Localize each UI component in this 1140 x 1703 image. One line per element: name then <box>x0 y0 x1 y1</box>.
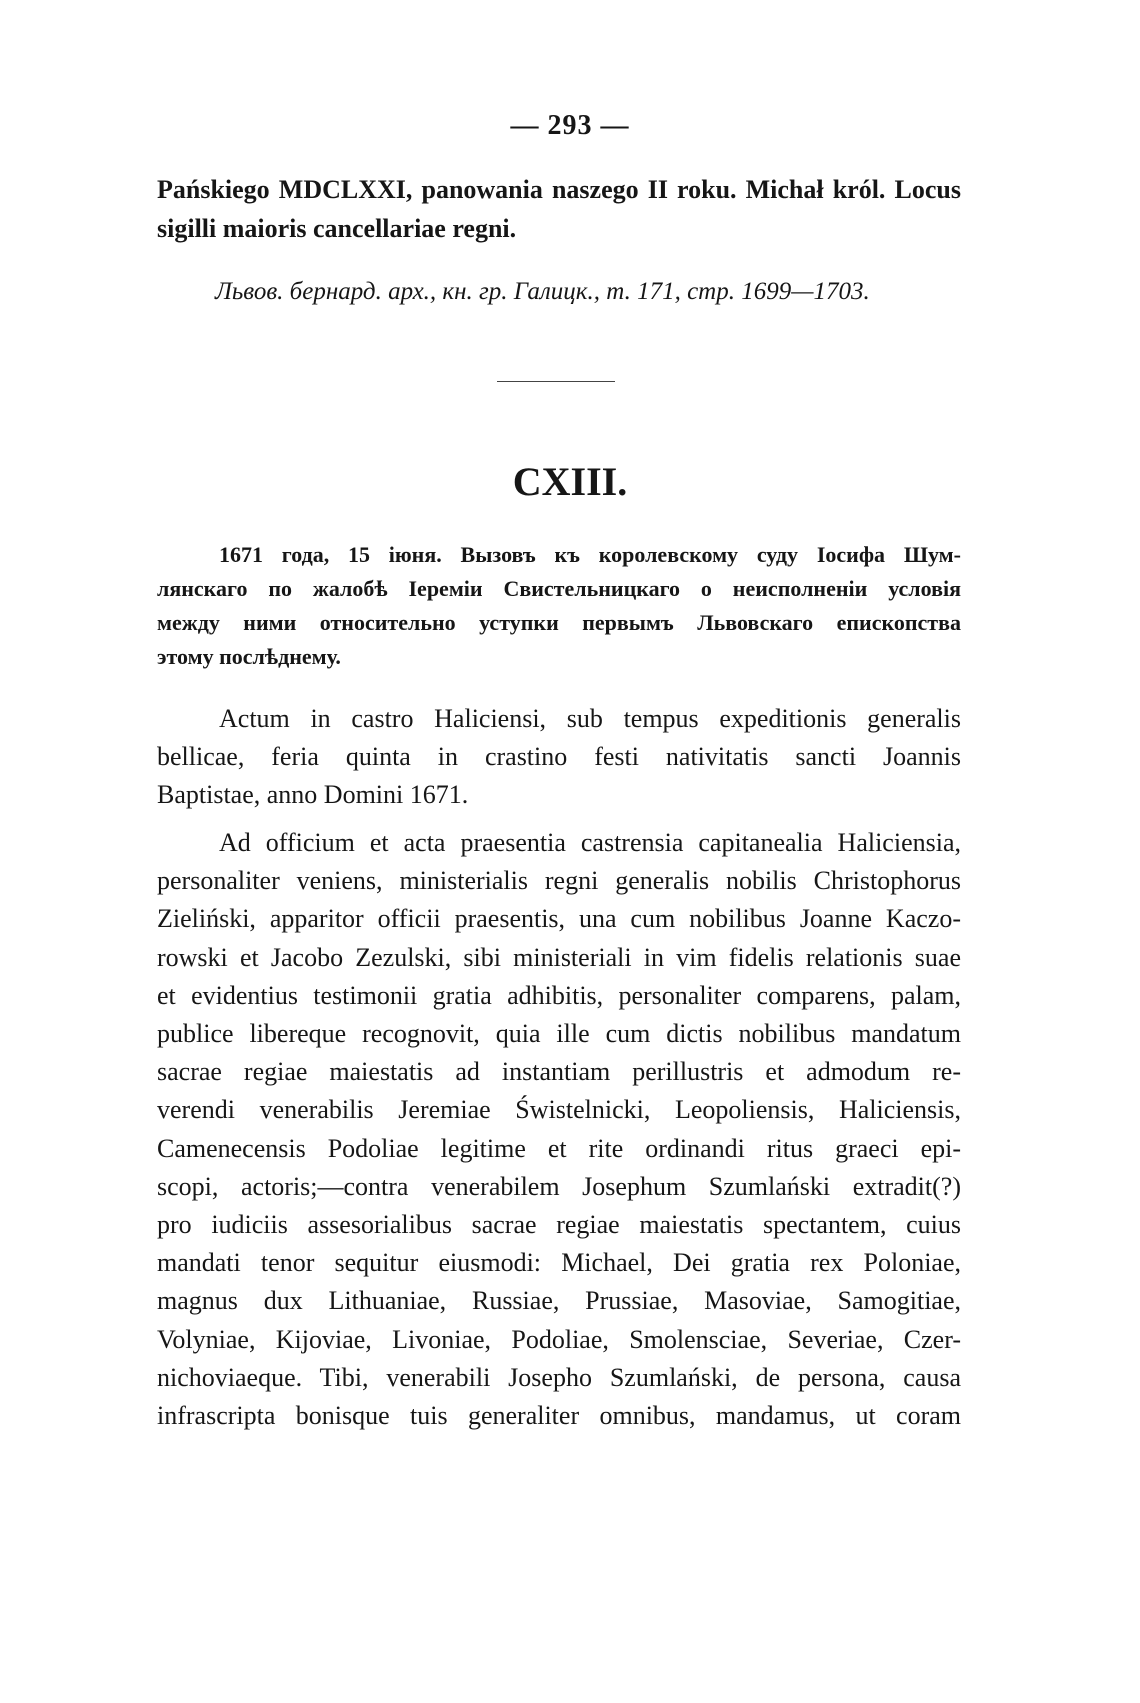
text-line: pro iudiciis assesorialibus sacrae regiae maiestatis spectantem, cuius <box>157 1210 961 1240</box>
paragraph-1 <box>157 700 961 814</box>
text-line: bellicae, feria quinta in crastino festi nativitatis sancti Joannis <box>157 742 961 771</box>
text-line: Volyniae, Kijoviae, Livoniae, Podoliae, Smolensciae, Severiae, Czer- <box>157 1324 961 1354</box>
text-line: Ad officium et acta praesentia castrensia capitanealia Haliciensia, <box>219 828 961 857</box>
text-line: infrascripta bonisque tuis generaliter omnibus, mandamus, ut coram <box>157 1401 961 1431</box>
text-line: et evidentius testimonii gratia adhibitis, personaliter comparens, palam, <box>157 980 961 1010</box>
document-summary <box>157 538 961 674</box>
continuation-text <box>157 170 961 248</box>
section-heading: CXIII. <box>512 459 628 504</box>
text-line: scopi, actoris;—contra venerabilem Josephum Szumlański extradit(?) <box>157 1171 961 1201</box>
text-line: rowski et Jacobo Zezulski, sibi ministeriali in vim fidelis relationis suae <box>157 942 961 972</box>
text-line: Actum in castro Haliciensi, sub tempus expeditionis generalis <box>219 704 961 733</box>
text-line: Camenecensis Podoliae legitime et rite ordinandi ritus graeci epi- <box>157 1133 961 1163</box>
section-divider <box>497 381 615 382</box>
text-line: этому послѣднему. <box>157 644 341 669</box>
text-line: sigilli maioris cancellariae regni. <box>157 214 517 243</box>
text-line: между ними относительно уступки первымъ Львовскаго епископства <box>157 610 961 635</box>
text-line: personaliter veniens, ministerialis regni generalis nobilis Christophorus <box>157 866 961 896</box>
text-line: Pańskiego MDCLXXI, panowania naszego II roku. Michał król. Locus <box>157 175 961 204</box>
text-line: Baptistae, anno Domini 1671. <box>157 780 469 809</box>
text-line: verendi venerabilis Jeremiae Świstelnicki, Leopoliensis, Haliciensis, <box>157 1095 961 1125</box>
text-line: sacrae regiae maiestatis ad instantiam perillustris et admodum re- <box>157 1057 961 1087</box>
text-line: publice libereque recognovit, quia ille cum dictis nobilibus mandatum <box>157 1019 961 1049</box>
text-line: 1671 года, 15 іюня. Вызовъ къ королевскому суду Іосифа Шум- <box>219 542 961 567</box>
text-line: лянскаго по жалобѣ Іеремiи Свистельницкаго о неисполненiи условія <box>157 576 961 601</box>
page-number: — 293 — <box>510 110 630 141</box>
text-line: nichoviaeque. Tibi, venerabili Josepho Szumlański, de persona, causa <box>157 1362 961 1392</box>
paragraph-2 <box>157 824 961 1435</box>
text-line: mandati tenor sequitur eiusmodi: Michael, Dei gratia rex Poloniae, <box>157 1248 961 1278</box>
text-line: magnus dux Lithuaniae, Russiae, Prussiae, Masoviae, Samogitiae, <box>157 1286 961 1316</box>
text-line: Zieliński, apparitor officii praesentis, una cum nobilibus Joanne Kaczo- <box>157 904 961 934</box>
archive-citation: Львов. бернард. арх., кн. гр. Галицк., т. 171, стр. 1699—1703. <box>215 278 870 305</box>
